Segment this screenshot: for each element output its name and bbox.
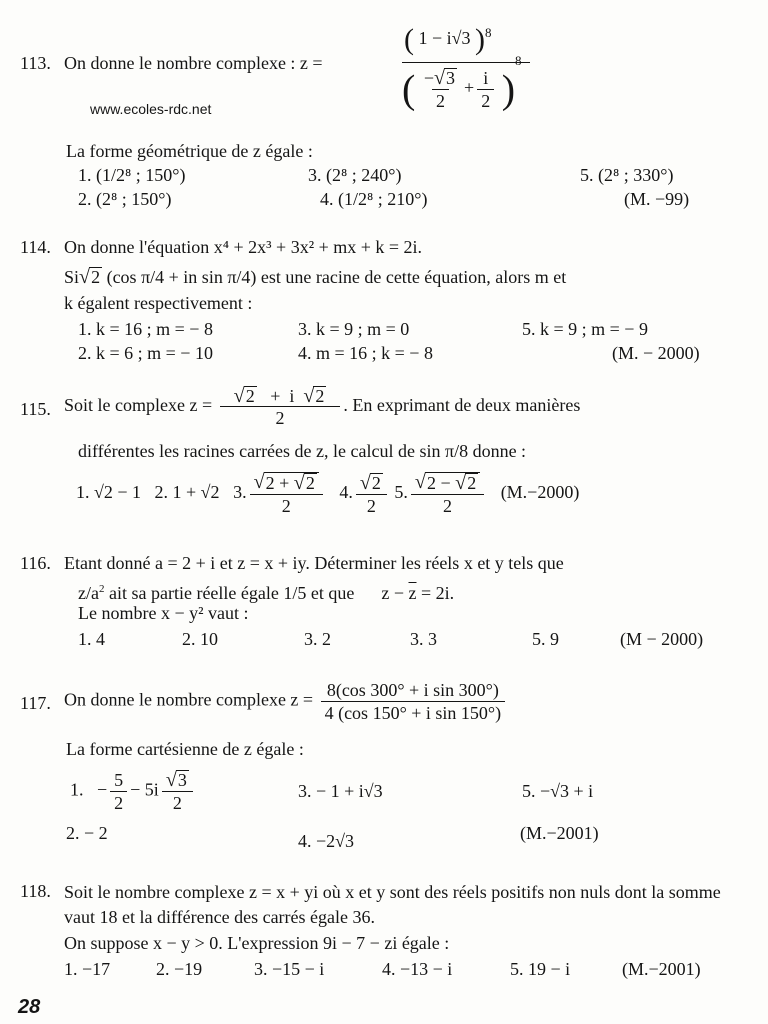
q114-option-1: 1. k = 16 ; m = − 8 xyxy=(78,319,213,339)
q113-exp-bottom: 8 xyxy=(515,52,522,68)
q113-number: 113. xyxy=(20,53,51,73)
q114-line2: Si √ 2 (cos π/4 + in sin π/4) est une racine de cette équation, alors m et xyxy=(64,266,567,288)
q117-option-5: 5. −√3 + i xyxy=(522,781,594,801)
q117-fraction xyxy=(321,680,506,723)
watermark: www.ecoles-rdc.net xyxy=(90,101,212,117)
q113-option-1: 1. (1/2⁸ ; 150°) xyxy=(78,165,186,185)
q115-stem-b: . En exprimant de deux manières xyxy=(343,395,581,416)
q114-option-3: 3. k = 9 ; m = 0 xyxy=(298,319,410,339)
q116-line3: Le nombre x − y² vaut : xyxy=(78,603,249,623)
q117-stem-text: On donne le nombre complexe z = xyxy=(64,689,314,710)
q114-option-2: 2. k = 6 ; m = − 10 xyxy=(78,343,213,363)
q113-exp-top: 8 xyxy=(485,25,492,40)
q118-option-2: 2. −19 xyxy=(156,959,203,979)
page-number: 28 xyxy=(18,996,41,1018)
q117-question: La forme cartésienne de z égale : xyxy=(66,739,304,759)
q116-line2: $z/a^2$ ait sa partie réelle égale 1/5 et que $z - \overline{z} = 2i$. xyxy=(78,583,455,603)
q115-frac-5: √ 2 − √ 2 2 xyxy=(411,472,484,516)
q117-option-3: 3. − 1 + i√3 xyxy=(298,781,383,801)
q117-number: 117. xyxy=(20,693,51,713)
q113-numerator-expr: 1 − i√3 xyxy=(418,28,471,48)
q113-stem: On donne le nombre complexe : z = xyxy=(64,53,323,73)
q118-source: (M.−2001) xyxy=(622,959,701,979)
q115-stem-a: Soit le complexe z = xyxy=(64,395,213,416)
q114-line2-text: (cos π/4 + in sin π/4) est une racine de cette équation, alors m et xyxy=(106,267,567,287)
q113-option-3: 3. (2⁸ ; 240°) xyxy=(308,165,402,185)
q116-option-5: 5. 9 xyxy=(532,629,559,649)
q118-option-5: 5. 19 − i xyxy=(510,959,571,979)
q113-option-5: 5. (2⁸ ; 330°) xyxy=(580,165,674,185)
q114-stem: On donne l'équation x⁴ + 2x³ + 3x² + mx + k = 2i. xyxy=(64,237,423,257)
q117-option-1: 1. − $\frac{5}{2}$ − 5i √ 3 2 xyxy=(70,770,196,813)
q113-option-4: 4. (1/2⁸ ; 210°) xyxy=(320,189,428,209)
q114-number: 114. xyxy=(20,237,51,257)
q116-line2-text: ait sa partie réelle égale 1/5 et que xyxy=(108,583,355,603)
q116-option-4: 3. 3 xyxy=(410,629,437,649)
q115-option-5: 5. xyxy=(394,482,408,503)
q115-source: (M.−2000) xyxy=(500,482,580,503)
q117-stem xyxy=(64,680,508,723)
q118-option-3: 3. −15 − i xyxy=(254,959,325,979)
q115-option-2: 2. 1 + √2 xyxy=(154,482,220,503)
q117-denominator: 4 (cos 150° + i sin 150°) xyxy=(321,701,506,723)
q113-i-half: $\frac{i}{2}$ xyxy=(477,68,494,111)
q113-numerator: ( 1 − i√3 )$^8$ xyxy=(404,22,492,56)
q113-denominator: ( − √ 3 2 + $\frac{i}{2}$ )$^8$ xyxy=(402,52,522,112)
q114-sqrt2: √ 2 xyxy=(79,266,101,288)
q115-line2: différentes les racines carrées de z, le calcul de sin π/8 donne : xyxy=(78,441,527,461)
q115-number: 115. xyxy=(20,399,51,419)
q115-frac-4: √ 2 2 xyxy=(356,473,387,516)
q113-sqrt3-half: − √ 3 2 xyxy=(423,67,456,112)
q117-option-4: 4. −2√3 xyxy=(298,831,355,851)
q115-option-4: 4. xyxy=(339,482,353,503)
q115-frac-3: √ 2 + √ 2 2 xyxy=(250,472,323,516)
q116-number: 116. xyxy=(20,553,51,573)
q118-option-1: 1. −17 xyxy=(64,959,111,979)
q116-source: (M − 2000) xyxy=(620,629,704,649)
q117-option-1-label: 1. xyxy=(70,779,84,800)
q115-z-fraction: √ 2 + i √ 2 2 xyxy=(220,386,341,428)
q118-number: 118. xyxy=(20,881,51,901)
q113-question: La forme géométrique de z égale : xyxy=(66,141,313,161)
q115-option-3: 3. xyxy=(233,482,247,503)
q116-stem: Etant donné a = 2 + i et z = x + iy. Déterminer les réels x et y tels que xyxy=(64,553,564,573)
q117-numerator: 8(cos 300° + i sin 300°) xyxy=(326,680,499,700)
q114-line3: k égalent respectivement : xyxy=(64,293,253,313)
q115-option-1: 1. √2 − 1 xyxy=(76,482,142,503)
q114-option-4: 4. m = 16 ; k = − 8 xyxy=(298,343,433,363)
q116-option-1: 1. 4 xyxy=(78,629,105,649)
q113-fraction-bar xyxy=(402,62,530,63)
q116-option-2: 2. 10 xyxy=(182,629,218,649)
q117-option-2: 2. − 2 xyxy=(66,823,108,843)
q114-source: (M. − 2000) xyxy=(612,343,700,363)
q118-line3: On suppose x − y > 0. L'expression 9i − 7 − zi égale : xyxy=(64,933,450,953)
q118-stem: Soit le nombre complexe z = x + yi où x et y sont des réels positifs non nuls dont la somme vaut 18 et la différence des carrés égale 36. xyxy=(64,882,721,927)
q115-options xyxy=(76,472,579,516)
q116-option-3: 3. 2 xyxy=(304,629,331,649)
q115-stem xyxy=(64,386,580,428)
q113-source: (M. −99) xyxy=(624,189,690,209)
q117-source: (M.−2001) xyxy=(520,823,599,843)
q118-option-4: 4. −13 − i xyxy=(382,959,453,979)
q114-option-5: 5. k = 9 ; m = − 9 xyxy=(522,319,648,339)
q113-option-2: 2. (2⁸ ; 150°) xyxy=(78,189,172,209)
